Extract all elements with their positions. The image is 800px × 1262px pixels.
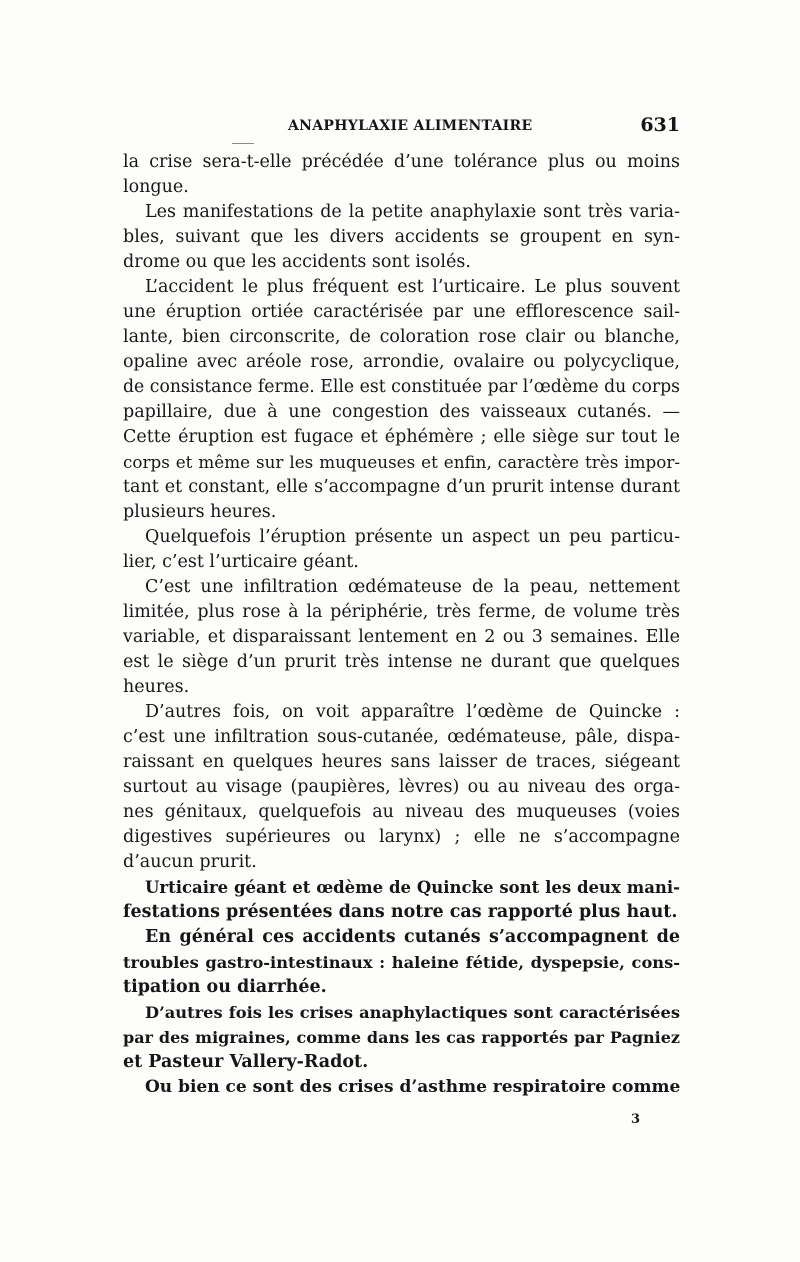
text-line: En général ces accidents cutanés s’accompagnent de	[145, 927, 680, 947]
text-line: et Pasteur Vallery-Radot.	[123, 1052, 369, 1072]
text-line: Les manifestations de la petite anaphylaxie sont très varia-	[145, 202, 680, 222]
text-line: surtout au visage (paupières, lèvres) ou au niveau des orga-	[123, 777, 680, 797]
text-line: bles, suivant que les divers accidents se groupent en syn-	[123, 227, 680, 247]
text-line: C’est une infiltration œdémateuse de la peau, nettement	[145, 577, 680, 597]
text-line: heures.	[123, 677, 190, 697]
text-line: Quelquefois l’éruption présente un aspect un peu particu-	[145, 527, 680, 547]
text-line: d’aucun prurit.	[123, 852, 257, 872]
body-text	[123, 150, 680, 1100]
text-line: Urticaire géant et œdème de Quincke sont les deux mani-	[145, 878, 680, 897]
text-line: la crise sera-t-elle précédée d’une tolérance plus ou moins	[123, 152, 680, 172]
running-header	[123, 114, 680, 136]
signature-mark: 3	[631, 1112, 641, 1127]
text-line: longue.	[123, 177, 189, 197]
text-line: opaline avec aréole rose, arrondie, ovalaire ou polycyclique,	[123, 352, 680, 372]
text-line: plusieurs heures.	[123, 502, 277, 522]
running-title: ANAPHYLAXIE ALIMENTAIRE	[288, 118, 533, 134]
text-line: Ou bien ce sont des crises d’asthme respiratoire comme	[145, 1077, 680, 1097]
text-line: Cette éruption est fugace et éphémère ; elle siège sur tout le	[123, 427, 680, 447]
text-line: lante, bien circonscrite, de coloration rose clair ou blanche,	[123, 327, 680, 347]
text-line: lier, c’est l’urticaire géant.	[123, 552, 359, 572]
text-line: digestives supérieures ou larynx) ; elle ne s’accompagne	[123, 827, 680, 847]
page-number: 631	[640, 114, 680, 136]
text-line: est le siège d’un prurit très intense ne durant que quelques	[123, 652, 680, 672]
text-line: troubles gastro-intestinaux : haleine fétide, dyspepsie, cons-	[123, 953, 680, 972]
text-line: D’autres fois, on voit apparaître l’œdème de Quincke :	[145, 702, 680, 722]
text-line: tipation ou diarrhée.	[123, 977, 327, 997]
text-line: drome ou que les accidents sont isolés.	[123, 252, 471, 272]
text-line: nes génitaux, quelquefois au niveau des muqueuses (voies	[123, 802, 680, 822]
text-line: raissant en quelques heures sans laisser de traces, siégeant	[123, 752, 680, 772]
text-line: festations présentées dans notre cas rapporté plus haut.	[123, 902, 678, 922]
text-line: variable, et disparaissant lentement en 2 ou 3 semaines. Elle	[123, 627, 680, 647]
text-line: une éruption ortiée caractérisée par une efflorescence sail-	[123, 302, 680, 322]
header-rule	[232, 143, 254, 144]
text-line: de consistance ferme. Elle est constituée par l’œdème du corps	[123, 377, 680, 397]
text-line: D’autres fois les crises anaphylactiques sont caractérisées	[145, 1003, 680, 1022]
text-line: c’est une infiltration sous-cutanée, œdémateuse, pâle, dispa-	[123, 727, 680, 747]
text-line: tant et constant, elle s’accompagne d’un prurit intense durant	[123, 477, 680, 497]
text-line: limitée, plus rose à la périphérie, très ferme, de volume très	[123, 602, 680, 622]
text-line: corps et même sur les muqueuses et enfin, caractère très impor-	[123, 452, 680, 472]
text-line: papillaire, due à une congestion des vaisseaux cutanés. —	[123, 402, 680, 422]
text-line: L’accident le plus fréquent est l’urticaire. Le plus souvent	[145, 277, 680, 297]
text-line: par des migraines, comme dans les cas rapportés par Pagniez	[123, 1028, 680, 1047]
